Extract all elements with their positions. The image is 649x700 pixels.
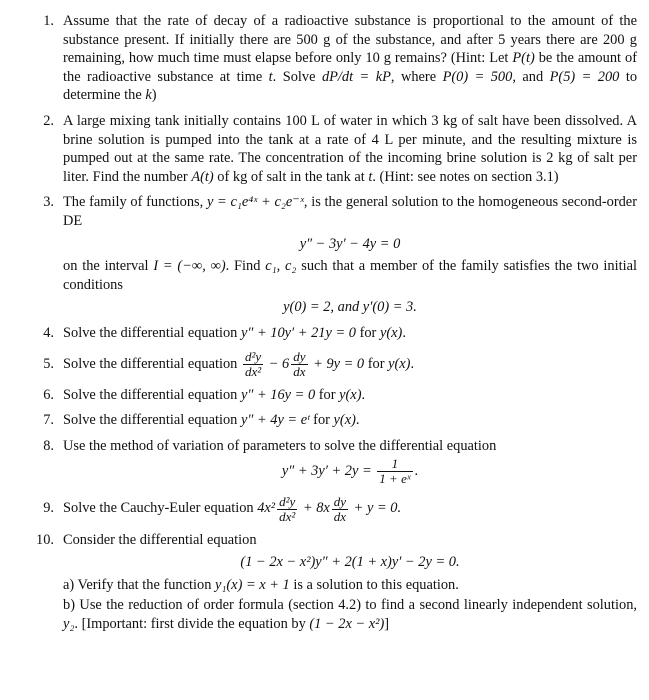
- problem-text-continued: [63, 257, 637, 294]
- fraction-numerator: dy: [293, 348, 306, 364]
- problem-text: [63, 437, 637, 456]
- display-conditions: [63, 298, 637, 317]
- math-display: (1 − 2x − x²)y″ + 2(1 + x)y′ − 2y = 0.: [240, 554, 460, 571]
- text-segment: for: [309, 412, 334, 429]
- problem-number: 4.: [43, 324, 54, 341]
- problem-9: [20, 493, 637, 523]
- text-segment: .: [361, 386, 366, 403]
- math-inline: y(x): [339, 386, 362, 403]
- math-inline: + 8x: [299, 500, 330, 517]
- problem-6: [20, 386, 637, 405]
- text-segment: , is the general solution to the homogeneous second-order DE: [63, 194, 637, 229]
- problem-text: [63, 411, 637, 430]
- text-segment: The family of functions,: [63, 194, 207, 211]
- math-inline: y(x): [388, 355, 411, 372]
- text-segment: A large mixing tank initially contains 100 L of water in which 3 kg of salt have been dissolved. A brine solution is pumped into the tank at a rate of 4 L per minute, and the resulting mixture is pumped out at the same rate. The concentration of the incoming brine solution is 2 kg of salt per liter. Find the number: [63, 112, 637, 185]
- math-inline: (1 − 2x − x²): [309, 616, 385, 633]
- text-segment: .: [410, 355, 415, 372]
- text-segment: Solve the differential equation: [63, 412, 241, 429]
- fraction-numerator: d²y: [279, 493, 296, 509]
- fraction-numerator: 1: [377, 457, 412, 472]
- problem-text: [63, 324, 637, 343]
- problem-text: [63, 12, 637, 105]
- math-inline: y″ + 4y = eᵗ: [240, 412, 310, 429]
- fraction-numerator: dy: [333, 493, 347, 509]
- display-equation: [63, 235, 637, 254]
- problem-text: [63, 493, 637, 523]
- fraction-denominator: dx²: [279, 508, 296, 524]
- text-segment: Solve the Cauchy-Euler equation: [63, 500, 258, 517]
- text-segment: on the interval: [63, 258, 154, 275]
- math-inline: P(0) = 500: [442, 68, 513, 85]
- text-segment: , and: [512, 68, 550, 85]
- problem-text: [63, 193, 637, 230]
- fraction: [377, 457, 412, 486]
- problem-number: 2.: [43, 112, 54, 129]
- problem-5: [20, 350, 637, 379]
- math-inline: k: [145, 87, 152, 104]
- problem-number: 10.: [36, 531, 54, 548]
- math-inline: − 6: [265, 355, 290, 372]
- math-inline: dP/dt = kP: [321, 68, 391, 85]
- math-inline: + 9y = 0: [309, 355, 365, 372]
- text-segment: be the amount of the radioactive substance at time: [63, 50, 637, 85]
- fraction-denominator: dx: [293, 363, 306, 379]
- math-inline: y″ + 10y′ + 21y = 0: [240, 324, 356, 341]
- display-equation: [63, 553, 637, 572]
- math-inline: y(x): [379, 324, 403, 341]
- problem-text: [63, 112, 637, 186]
- math-inline: t: [368, 168, 373, 185]
- math-inline: A(t): [191, 168, 214, 185]
- math-display: y(0) = 2, and y′(0) = 3.: [283, 299, 417, 316]
- text-segment: is a solution to this equation.: [289, 576, 459, 593]
- display-equation: [63, 457, 637, 486]
- text-segment: Verify that the function: [74, 576, 215, 593]
- problem-7: [20, 411, 637, 430]
- part-a: [63, 576, 637, 595]
- problem-number: 3.: [43, 194, 54, 211]
- fraction: [277, 495, 297, 524]
- math-inline: c₁, c₂: [265, 258, 297, 275]
- text-segment: . [Important: first divide the equation by: [74, 616, 310, 633]
- problem-number: 8.: [43, 437, 54, 454]
- fraction-numerator: d²y: [244, 348, 262, 364]
- text-segment: for: [315, 386, 340, 403]
- text-segment: of kg of salt in the tank at: [213, 168, 369, 185]
- problem-3: [20, 193, 637, 317]
- text-segment: ]: [384, 616, 390, 633]
- text-segment: to determine the: [63, 68, 638, 104]
- math-inline: y₁(x) = x + 1: [215, 576, 290, 593]
- problem-2: [20, 112, 637, 186]
- problem-number: 5.: [43, 355, 54, 372]
- fraction-denominator: dx: [333, 508, 347, 524]
- problem-number: 6.: [43, 386, 54, 403]
- text-segment: Solve the differential equation: [63, 355, 241, 372]
- problem-text: [63, 531, 637, 550]
- text-segment: , where: [390, 68, 443, 85]
- math-inline: y″ + 16y = 0: [240, 386, 316, 403]
- text-segment: .: [402, 324, 406, 341]
- math-inline: + y = 0.: [350, 500, 402, 517]
- math-inline: I = (−∞, ∞): [153, 258, 226, 275]
- math-inline: P(5) = 200: [549, 68, 620, 85]
- text-segment: Assume that the rate of decay of a radioactive substance is proportional to the amount of the substance present. If initially there are 500 g of the substance, and after 5 years there are 200 g remaining, how much time must elapse before only 10 g remains? (Hint: Let: [63, 13, 637, 67]
- fraction: [332, 495, 348, 524]
- text-segment: . Find: [225, 258, 266, 275]
- part-label: b): [63, 597, 75, 614]
- text-segment: Use the method of variation of parameters to solve the differential equation: [63, 437, 497, 454]
- math-punct: .: [414, 463, 419, 480]
- math-inline: y₂: [63, 616, 75, 633]
- text-segment: for: [355, 324, 380, 341]
- problem-number: 1.: [43, 13, 54, 29]
- fraction: [291, 350, 307, 379]
- part-label: a): [63, 576, 75, 593]
- fraction-denominator: dx²: [244, 363, 262, 379]
- text-segment: such that a member of the family satisfies the two initial conditions: [63, 258, 637, 293]
- math-inline: y = c₁e⁴ˣ + c₂e⁻ˣ: [206, 194, 304, 211]
- problem-number: 7.: [43, 412, 54, 429]
- math-inline: t: [268, 68, 273, 85]
- part-b: [63, 596, 637, 633]
- problem-8: [20, 437, 637, 487]
- problem-4: [20, 324, 637, 343]
- text-segment: . Solve: [272, 68, 322, 85]
- text-segment: Use the reduction of order formula (section 4.2) to find a second linearly independent solution,: [75, 597, 637, 614]
- text-segment: ): [151, 87, 157, 104]
- text-segment: for: [364, 355, 389, 372]
- math-inline: y(x): [333, 412, 356, 429]
- problem-number: 9.: [43, 500, 54, 517]
- problem-text: [63, 386, 637, 405]
- text-segment: .: [355, 412, 360, 429]
- problem-text: [63, 350, 637, 379]
- fraction-denominator: 1 + eˣ: [379, 471, 411, 487]
- math-inline: 4x²: [257, 500, 276, 517]
- text-segment: Solve the differential equation: [63, 386, 241, 403]
- problem-10: [20, 531, 637, 634]
- text-segment: . (Hint: see notes on section 3.1): [372, 168, 559, 185]
- math-inline: P(t): [512, 50, 535, 67]
- math-display: y″ + 3y′ + 2y =: [281, 463, 376, 480]
- problem-1: [20, 12, 637, 105]
- text-segment: Consider the differential equation: [63, 531, 257, 548]
- math-display: y″ − 3y′ − 4y = 0: [299, 235, 401, 252]
- fraction: [243, 350, 263, 379]
- text-segment: Solve the differential equation: [63, 324, 241, 341]
